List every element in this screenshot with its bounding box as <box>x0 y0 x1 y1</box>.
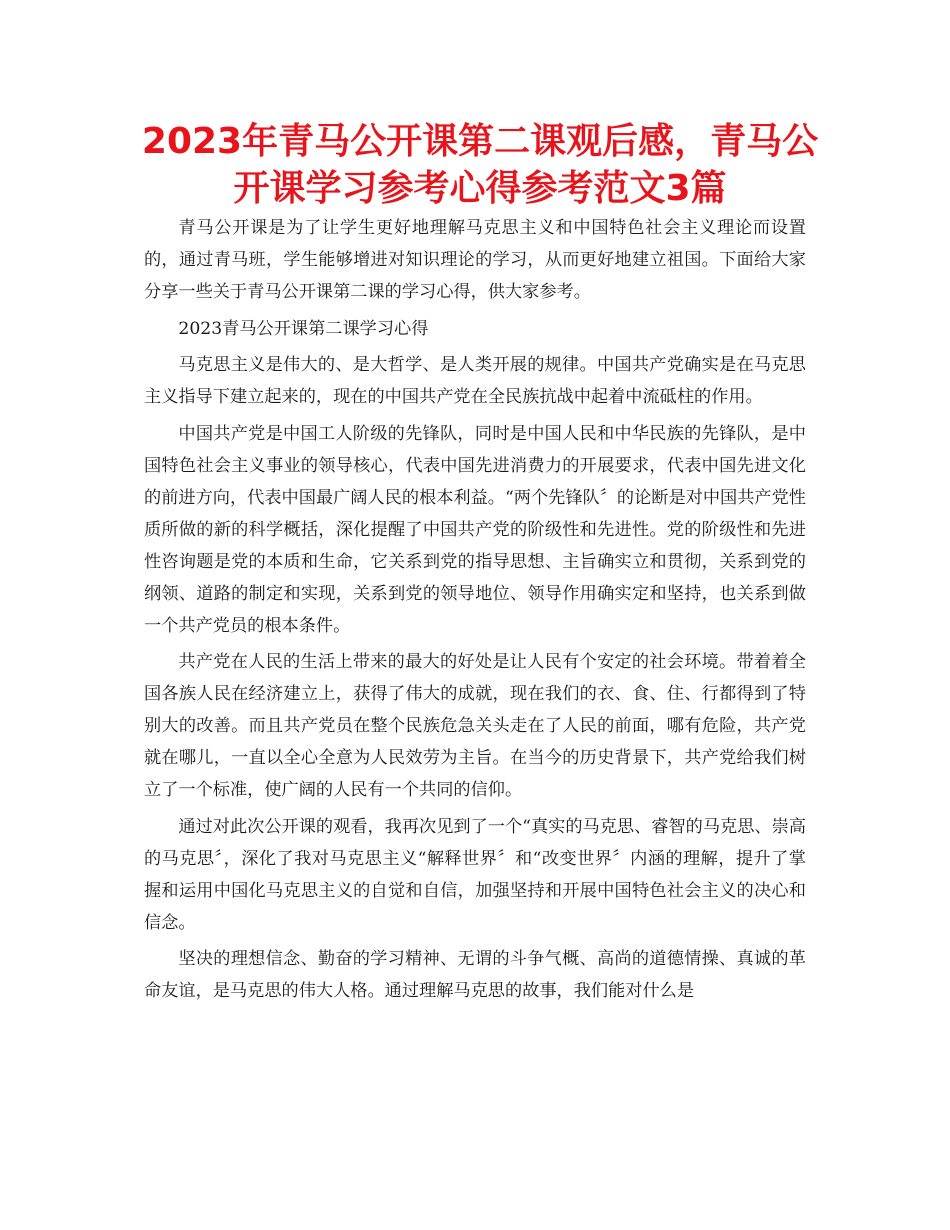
paragraph-intro: 青马公开课是为了让学生更好地理解马克思主义和中国特色社会主义理论而设置的，通过青马班，学生能够增进对知识理论的学习，从而更好地建立祖国。下面给大家分享一些关于青马公开课第二课的学习心得，供大家参考。 <box>144 218 806 302</box>
document-title: 2023年青马公开课第二课观后感，青马公开课学习参考心得参考范文3篇 <box>141 121 819 209</box>
section-heading: 2023青马公开课第二课学习心得 <box>178 318 429 339</box>
paragraph: 坚决的理想信念、勤奋的学习精神、无谓的斗争气概、高尚的道德情操、真诚的革命友谊，是马克思的伟大人格。通过理解马克思的故事，我们能对什么是 <box>144 949 806 1001</box>
paragraph: 通过对此次公开课的观看，我再次见到了一个“真实的马克思、睿智的马克思、崇高的马克思〞，深化了我对马克思主义“解释世界〞和“改变世界〞内涵的理解，提升了掌握和运用中国化马克思主义的自觉和自信，加强坚持和开展中国特色社会主义的决心和信念。 <box>144 816 806 933</box>
paragraph: 共产党在人民的生活上带来的最大的好处是让人民有个安定的社会环境。带着着全国各族人民在经济建立上，获得了伟大的成就，现在我们的衣、食、住、行都得到了特别大的改善。而且共产党员在整个民族危急关头走在了人民的前面，哪有危险，共产党就在哪儿，一直以全心全意为人民效劳为主旨。在当今的历史背景下，共产党给我们树立了一个标准，使广阔的人民有一个共同的信仰。 <box>144 652 806 800</box>
document-body <box>144 212 806 1012</box>
paragraph: 马克思主义是伟大的、是大哲学、是人类开展的规律。中国共产党确实是在马克思主义指导下建立起来的，现在的中国共产党在全民族抗战中起着中流砥柱的作用。 <box>144 355 806 407</box>
paragraph: 中国共产党是中国工人阶级的先锋队，同时是中国人民和中华民族的先锋队，是中国特色社会主义事业的领导核心，代表中国先进消费力的开展要求，代表中国先进文化的前进方向，代表中国最广阔人民的根本利益。“两个先锋队〞的论断是对中国共产党性质所做的新的科学概括，深化提醒了中国共产党的阶级性和先进性。党的阶级性和先进性咨询题是党的本质和生命，它关系到党的指导思想、主旨确实立和贯彻，关系到党的纲领、道路的制定和实现，关系到党的领导地位、领导作用确实定和坚持，也关系到做一个共产党员的根本条件。 <box>144 423 806 636</box>
